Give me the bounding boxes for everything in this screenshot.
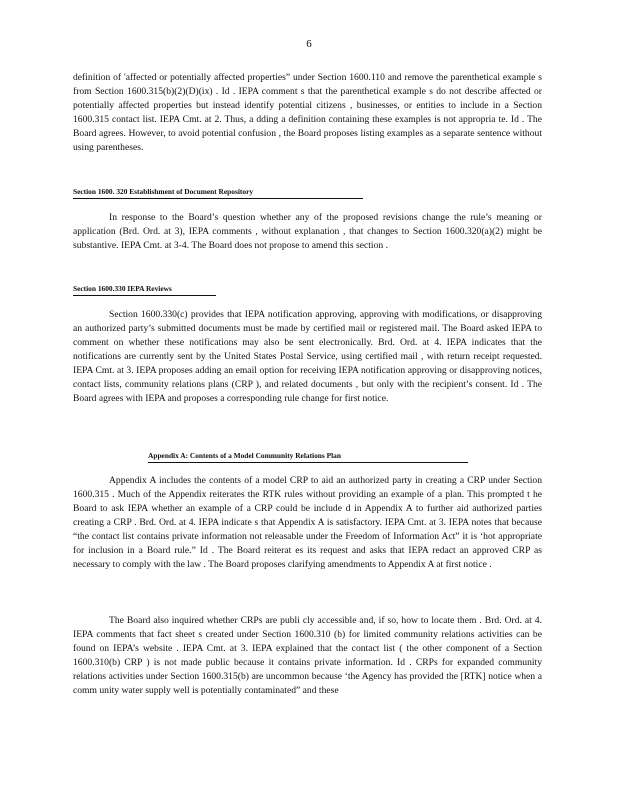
section-heading-1600-330: [73, 284, 216, 296]
paragraph-1600-320: In response to the Board’s question whether any of the proposed revisions change the rule’s meaning or application (Brd. Ord. at 3), IEPA comments , without explanation , that changes to Section 1600.320(a)(2) might be substantive. IEPA Cmt. at 3-4. The Board does not propose to amend this section .: [73, 212, 542, 251]
section-heading-1600-330-underline: [73, 295, 216, 296]
section-heading-appendix-a-text: Appendix A: Contents of a Model Community Relations Plan: [148, 451, 341, 460]
section-heading-1600-320-text: Section 1600. 320 Establishment of Document Repository: [73, 187, 254, 196]
paragraph-affected-properties: definition of 'affected or potentially affected properties” under Section 1600.110 and remove the parenthetical example s from Section 1600.315(b)(2)(D)(ix) . Id . IEPA comment s that the parenthetical example s do not describe affected or potentially affected properties but instead identify potential citizens , businesses, or entities to include in a Section 1600.315 contact list. IEPA Cmt. at 2. Thus, a dding a definition containing these examples is not appropria te. Id . The Board agrees. However, to avoid potential confusion , the Board proposes listing examples as a separate sentence without using parentheses.: [73, 72, 542, 153]
paragraph-appendix-a: Appendix A includes the contents of a model CRP to aid an authorized party in creating a CRP under Section 1600.315 . Much of the Appendix reiterates the RTK rules without providing an example of a plan. This prompted t he Board to ask IEPA whether an example of a CRP could be include d in Appendix A to further aid authorized parties creating a CRP . Brd. Ord. at 4. IEPA indicate s that Appendix A is satisfactory. IEPA Cmt. at 3. IEPA notes that because “the contact list contains private information not releasable under the Freedom of Information Act” it is ‘hot appropriate for inclusion in a Board rule.” Id . The Board reiterat es its request and asks that IEPA redact an approved CRP as necessary to comply with the law . The Board proposes clarifying amendments to Appendix A at first notice .: [73, 475, 542, 570]
paragraph-crp-accessibility: The Board also inquired whether CRPs are publi cly accessible and, if so, how to locate them . Brd. Ord. at 4. IEPA comments that fact sheet s created under Section 1600.310 (b) for limited community relations activities can be found on IEPA’s website . IEPA Cmt. at 3. IEPA explained that the contact list ( the other component of a Section 1600.310(b) CRP ) is not made public because it contains private information. Id . CRPs for expanded community relations activities under Section 1600.315(b) are uncommon because ‘the Agency has provided the [RTK] notice when a comm unity water supply well is potentially contaminated” and these: [73, 615, 542, 696]
section-heading-1600-320: [73, 187, 363, 199]
section-heading-1600-320-underline: [73, 198, 363, 199]
section-heading-1600-330-text: Section 1600.330 IEPA Reviews: [73, 284, 172, 293]
page-number: 6: [306, 38, 312, 50]
section-heading-appendix-a-underline: [148, 462, 468, 463]
section-heading-appendix-a: [148, 451, 468, 463]
paragraph-1600-330: Section 1600.330(c) provides that IEPA notification approving, approving with modifications, or disapproving an authorized party’s submitted documents must be made by certified mail or registered mail. The Board asked IEPA to comment on whether these notifications may also be sent electronically. Brd. Ord. at 4. IEPA indicates that the notifications are currently sent by the United States Postal Service, using certified mail , with return receipt requested. IEPA Cmt. at 3. IEPA proposes adding an email option for receiving IEPA notification approving or disapproving notices, contact lists, community relations plans (CRP ), and related documents , but only with the recipient’s consent. Id . The Board agrees with IEPA and proposes a corresponding rule change for first notice.: [73, 309, 542, 404]
